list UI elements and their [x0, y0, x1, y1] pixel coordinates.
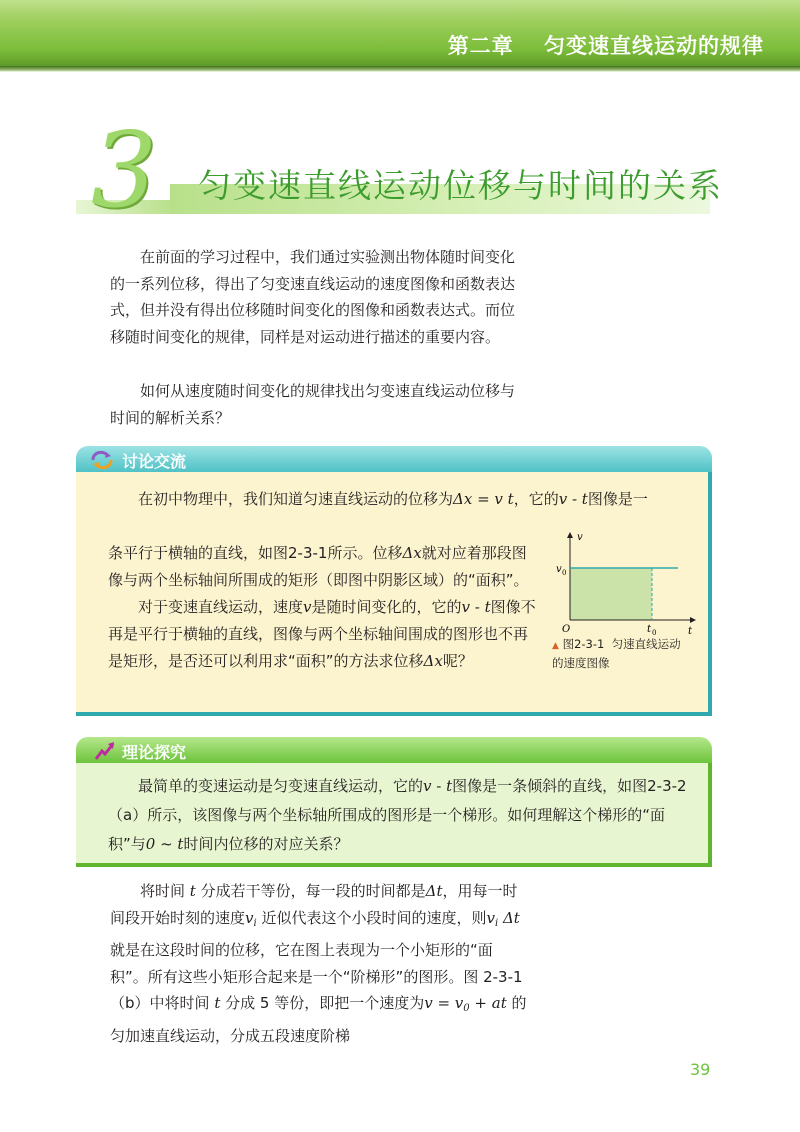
v0-subscript: 0	[562, 569, 567, 577]
discussion-paragraph-1: 在初中物理中，我们知道匀速直线运动的位移为Δx = v t，它的v - t图像是一	[138, 490, 648, 508]
velocity-time-figure	[548, 520, 698, 640]
theory-label: 理论探究	[122, 743, 187, 762]
discussion-paragraph-1-cont: 条平行于横轴的直线，如图2-3-1所示。位移Δx就对应着那段图像与两个坐标轴间所围成的矩形（即图中阴影区域）的“面积”。	[108, 544, 529, 589]
v-axis-arrow	[567, 532, 573, 538]
bottom-paragraph: 将时间 t 分成若干等份，每一段的时间都是Δt，用每一时间段开始时刻的速度$v_i$ 近似代表这个小段时间的速度，则$v_i$ Δt 就是在这段时间的位移，它在图上表现为一个小矩形的“面积”。所有这些小矩形合起来是一个“阶梯形”的图形。图 2-3-1（b）中将时间 t 分成 5 等份，即把一个速度为$v = v_0$ + at 的匀加速直线运动，分成五段速度阶梯	[110, 882, 527, 1045]
discussion-icon	[90, 450, 114, 470]
t0-subscript: 0	[652, 629, 657, 637]
section-number: 3	[90, 109, 158, 231]
intro-paragraph-1: 在前面的学习过程中，我们通过实验测出物体随时间变化的一系列位移，得出了匀变速直线运动的速度图像和函数表达式，但并没有得出位移随时间变化的图像和函数表达式。而位移随时间变化的规律，同样是对运动进行描述的重要内容。	[110, 248, 516, 346]
shaded-area	[570, 568, 652, 620]
section-title: 匀变速直线运动位移与时间的关系	[198, 166, 723, 205]
v0-label: v	[556, 564, 562, 575]
theory-paragraph: 最简单的变速运动是匀变速直线运动，它的v - t图像是一条倾斜的直线，如图2-3-2（a）所示，该图像与两个坐标轴所围成的图形是一个梯形。如何理解这个梯形的“面积”与0 ~ t时间内位移的对应关系？	[108, 777, 687, 853]
v-axis-label: v	[577, 532, 583, 543]
origin-label: O	[562, 624, 571, 635]
lightning-icon	[94, 741, 116, 761]
figure-caption: ▲ 图2-3-1 匀速直线运动的速度图像	[552, 637, 681, 670]
caption-triangle-icon: ▲	[552, 641, 559, 651]
t-axis-arrow	[690, 617, 696, 623]
discussion-paragraph-2: 对于变速直线运动，速度v是随时间变化的，它的v - t图像不再是平行于横轴的直线，图像与两个坐标轴间围成的图形也不再是矩形，是否还可以利用求“面积”的方法求位移Δx呢？	[108, 598, 536, 670]
t0-label: t	[647, 624, 652, 635]
page-number: 39	[690, 1060, 711, 1079]
intro-paragraph-2: 如何从速度随时间变化的规律找出匀变速直线运动位移与时间的解析关系？	[110, 382, 516, 427]
t-axis-label: t	[688, 626, 693, 637]
discussion-label: 讨论交流	[122, 452, 187, 471]
chapter-title: 第二章 匀变速直线运动的规律	[447, 34, 764, 58]
header-shade	[0, 66, 800, 72]
